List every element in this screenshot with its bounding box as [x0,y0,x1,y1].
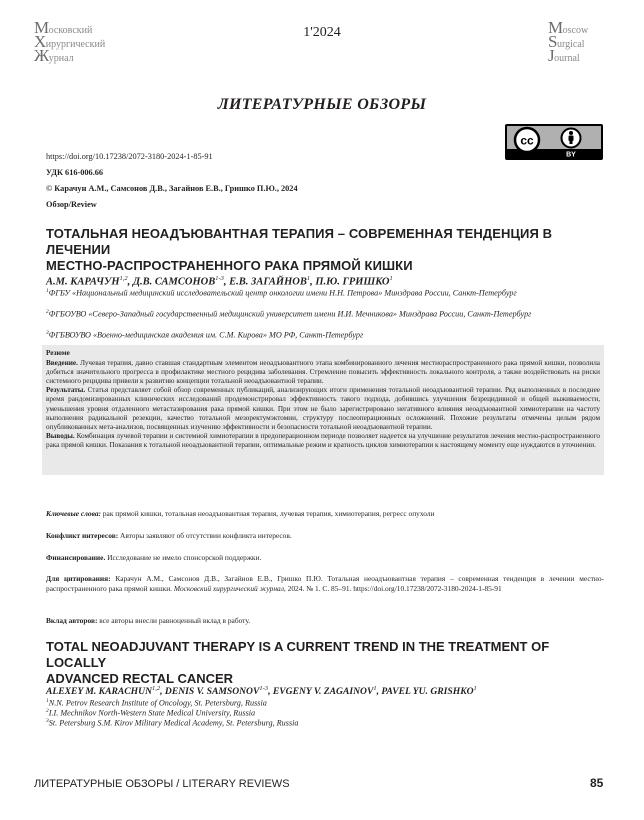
author-contribution [46,616,604,626]
abstract-heading: Резюме [46,349,70,357]
conflict-label: Конфликт интересов: [46,531,119,540]
abstract-text: Лучевая терапия, давно ставшая стандартным элементом неоадъювантного этапа комбинированного лечения местнораспространенного рака прямой кишки, позволила добиться значительного прогресса в профилактике местного рецидива заболевания. Стремление повысить эффективность локального контроля, а также воздействовать на риски системного рецидива привели к развитию концепции тотальной неоадъювантной терапии. [46,359,601,386]
title-line: МЕСТНО-РАСПРОСТРАНЕННОГО РАКА ПРЯМОЙ КИШКИ [46,258,413,273]
abstract-results [46,386,600,431]
abstract-label: Введение. [46,359,78,368]
affil-text: N.N. Petrov Research Institute of Oncology, St. Petersburg, Russia [48,698,267,708]
affiliation-ru [46,286,606,299]
journal-logo-ru [34,18,144,65]
copyright: © Карачун А.М., Самсонов Д.В., Загайнов Е.В., Гришко П.Ю., 2024 [46,184,298,193]
affil-text: I.I. Mechnikov North-Western State Medical University, Russia [48,708,256,718]
footer-section-label: ЛИТЕРАТУРНЫЕ ОБЗОРЫ / LITERARY REVIEWS [34,778,290,790]
author-name: П.Ю. ГРИШКО [315,276,390,288]
citation-journal: Московский хирургический журнал, [173,584,286,593]
logo-word: urgical [556,39,585,50]
logo-initial: М [34,18,49,37]
title-line: TOTAL NEOADJUVANT THERAPY IS A CURRENT TREND IN THE TREATMENT OF LOCALLY [46,639,550,670]
logo-initial: S [548,32,557,51]
logo-initial: M [548,18,563,37]
affil-text: ФГБВОУВО «Военно-медицинская академия им. С.М. Кирова» МО РФ, Санкт-Петербург [48,330,364,340]
affil-sup: 2 [46,309,49,315]
contribution-text: все авторы внесли равноценный вклад в работу. [99,616,251,625]
contribution-label: Вклад авторов: [46,616,98,625]
keywords-label: Ключевые слова: [46,509,101,518]
affil-sup: 1 [46,288,49,294]
logo-initial: J [548,46,555,65]
author-name: PAVEL YU. GRISHKO [381,686,474,698]
affil-sup: 3 [46,330,49,336]
affil-sup: 3 [46,718,49,724]
affil-text: St. Petersburg S.M. Kirov Military Medical Academy, St. Petersburg, Russia [48,718,299,728]
keywords [46,509,604,519]
funding-text: Исследование не имело спонсорской поддержки. [107,553,262,562]
article-title-en [46,639,606,687]
author-affil-sup: 1 [389,275,393,282]
authors-en: ALEXEY M. KARACHUN$^{1,2}$, DENIS V. SAMSONOV$^{1-3}$, EVGENY V. ZAGAINOV$^1$, PAVEL YU. GRISHKO$^1$ [46,685,477,698]
journal-logo-en [548,18,618,65]
author-affil-sup: 1 [306,275,311,282]
article-type: Обзор/Review [46,200,97,209]
author-name: Д.В. САМСОНОВ [132,276,216,288]
affiliation-ru [46,328,606,341]
citation-text: Карачун А.М., Самсонов Д.В., Загайнов Е.В., Гришко П.Ю. Тотальная неоадъювантная терапия – современная тенденция в лечении местно-распространенного рака прямой кишки. [46,574,604,593]
abstract-label: Выводы. [46,431,75,440]
page-number: 85 [590,776,604,790]
abstract-conclusions [46,432,600,450]
affiliation-ru [46,307,606,320]
doi-link[interactable]: https://doi.org/10.17238/2072-3180-2024-1-85-91 [46,152,213,161]
udc-code: УДК 616-006.66 [46,168,104,177]
conflict-text: Авторы заявляют об отсутствии конфликта интересов. [120,531,292,540]
author-name: Е.В. ЗАГАЙНОВ [229,276,307,288]
abstract-box [42,345,604,475]
citation [46,574,604,594]
affil-text: ФГБУ «Национальный медицинский исследовательский центр онкологии имени Н.Н. Петрова» Минздрава России, Санкт-Петербург [48,288,517,298]
logo-word: oscow [562,25,589,36]
author-affil-sup: 1,2 [152,685,161,692]
logo-word: ournal [554,53,580,64]
author-affil-sup: 1 [473,685,477,692]
logo-initial: Ж [34,46,49,65]
logo-word: осковский [48,25,93,36]
abstract-introduction [46,359,600,386]
title-line: ADVANCED RECTAL CANCER [46,671,234,686]
section-title: ЛИТЕРАТУРНЫЕ ОБЗОРЫ [217,96,427,113]
keywords-text: рак прямой кишки, тотальная неоадъювантная терапия, лучевая терапия, химиотерапия, регресс опухоли [102,509,435,518]
citation-label: Для цитирования: [46,574,111,583]
funding [46,553,604,563]
author-name: EVGENY V. ZAGAINOV [272,686,374,698]
affil-text: ФГБОУВО «Северо-Западный государственный медицинский университет имени И.И. Мечникова» Минздрава России, Санкт-Петербург [48,309,532,319]
authors-ru: А.М. КАРАЧУН$^{1,2}$, Д.В. САМСОНОВ$^{1-3}$, Е.В. ЗАГАЙНОВ$^1$, П.Ю. ГРИШКО$^1$ [46,275,393,288]
logo-initial: Х [34,32,46,51]
affil-sup: 1 [46,698,49,704]
citation-text: 2024. № 1. С. 85–91. https://doi.org/10.17238/2072-3180-2024-1-85-91 [287,584,502,593]
logo-word: урнал [48,53,74,64]
author-name: А.М. КАРАЧУН [46,276,120,288]
author-affil-sup: 1-3 [259,685,269,692]
issue-number: 1'2024 [303,25,341,40]
affiliation-en [46,716,606,729]
abstract-label: Результаты. [46,386,86,395]
funding-label: Финансирование. [46,553,106,562]
title-line: ТОТАЛЬНАЯ НЕОАДЪЮВАНТНАЯ ТЕРАПИЯ – СОВРЕМЕННАЯ ТЕНДЕНЦИЯ В ЛЕЧЕНИИ [46,226,553,257]
abstract-text: Комбинация лучевой терапии и системной химиотерапии в предоперационном периоде позволяет надеется на улучшение результатов лечения местно-распространенного рака прямой кишки. Показания к тотальной неоадъювантной терапии, оптимальные режим и кратность циклов химиотерапии к настоящему моменту еще нуждаются в уточнении. [46,431,600,449]
cc-text: cc [520,133,534,148]
author-name: ALEXEY M. KARACHUN [46,686,152,698]
author-affil-sup: 1-3 [215,275,224,282]
conflict-of-interest [46,531,604,541]
abstract-text: Статья представляет собой обзор современных публикаций, анализирующих итоги применения тотальной неоадъювантной терапии. Ряд выполненных в последнее время рандомизированных клинических исследований продемонстрировал эффективность такого подхода, добившись улучшения безрецидивной и общей выживаемости, уменьшения уровня отдаленного метастазирования рака прямой кишки. При этом не было зарегистрировано негативного влияния неоадъювантной химиотерапии на частоту выполнения радикальной резекции, качество тотальной мезоректумэктомии, структуру послеоперационных осложнений. Похожие результаты отмечены целым рядом опубликованных мета-анализов, посвященных изучению эффективности и безопасности тотальной неоадъювантной терапии. [46,386,601,431]
author-affil-sup: 1,2 [119,275,128,282]
author-affil-sup: 1 [373,685,377,692]
cc-by-license-badge[interactable] [505,124,603,160]
author-name: DENIS V. SAMSONOV [164,686,260,698]
logo-word: ирургический [45,39,106,50]
article-title-ru [46,226,606,274]
by-text: BY [566,151,576,159]
affil-sup: 2 [46,708,49,714]
